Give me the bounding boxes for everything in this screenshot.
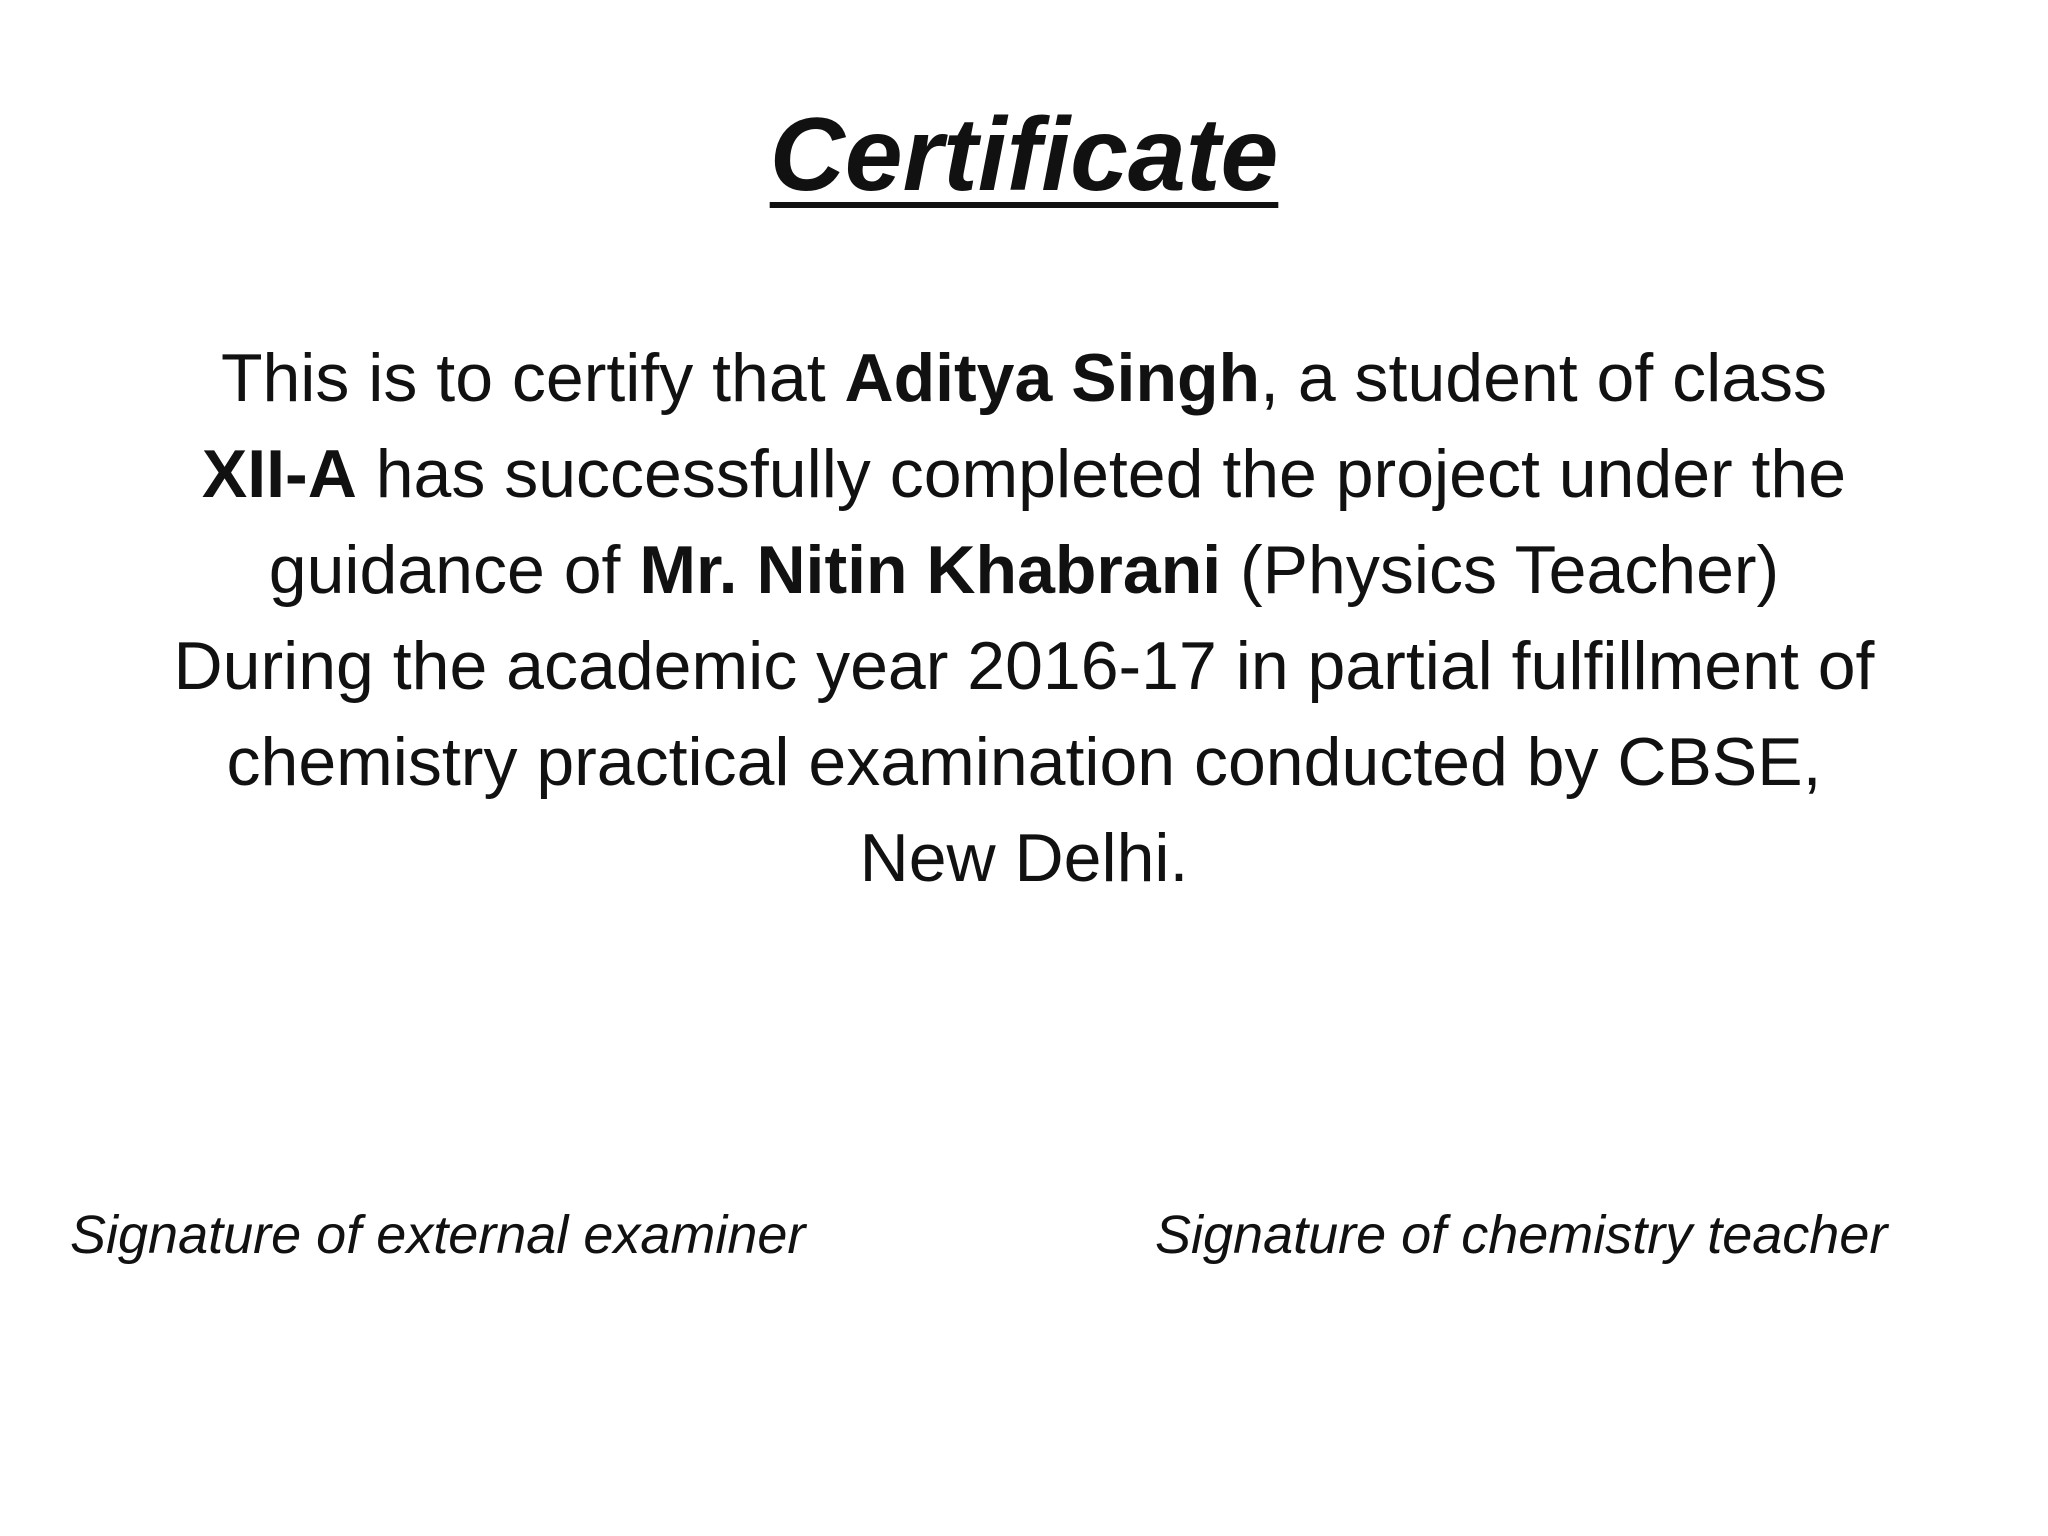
teacher-name: Mr. Nitin Khabrani xyxy=(639,532,1222,608)
body-line-1-prefix: This is to certify that xyxy=(220,340,845,416)
body-line-2-suffix: has successfully completed the project under the xyxy=(356,436,1847,512)
body-line-1 xyxy=(60,330,1988,426)
body-line-3-suffix: (Physics Teacher) xyxy=(1221,532,1780,608)
certificate-title: Certificate xyxy=(769,97,1279,213)
body-line-3 xyxy=(60,522,1988,618)
chemistry-teacher-signature-label: Signature of chemistry teacher xyxy=(1155,1205,1888,1265)
body-line-1-suffix: , a student of class xyxy=(1260,340,1828,416)
body-line-5: chemistry practical examination conducted by CBSE, xyxy=(226,724,1822,800)
student-name: Aditya Singh xyxy=(844,340,1261,416)
body-line-2 xyxy=(60,426,1988,522)
body-line-4: During the academic year 2016-17 in partial fulfillment of xyxy=(173,628,1875,704)
certificate-body xyxy=(60,330,1988,906)
external-examiner-signature-label: Signature of external examiner xyxy=(70,1205,806,1265)
body-line-6: New Delhi. xyxy=(859,820,1189,896)
body-line-3-prefix: guidance of xyxy=(268,532,640,608)
student-class: XII-A xyxy=(201,436,357,512)
